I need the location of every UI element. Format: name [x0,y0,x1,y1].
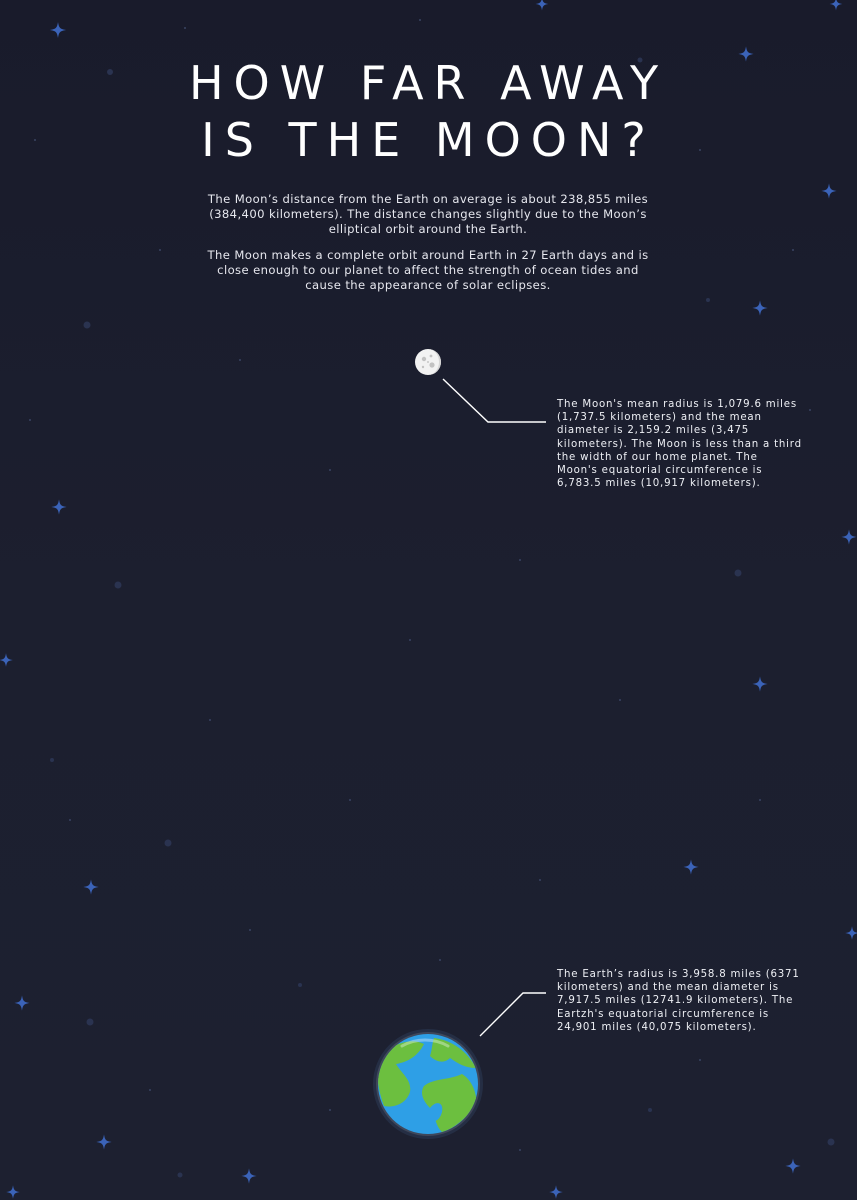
star-icon [821,183,836,198]
title-line-1: HOW FAR AWAY [188,56,669,110]
star-icon [0,653,13,667]
star-icon [241,1168,256,1183]
earth-icon [372,1028,484,1140]
star-icon [536,0,549,10]
star-icon [50,22,66,38]
earth-fact: The Earth’s radius is 3,958.8 miles (6371 kilometers) and the mean diameter is 7,917.5 miles (12741.9 kilometers). The Eartzh's equatorial circumference is 24,901 miles (40,075 kilometers). [557,969,800,1033]
star-icon [845,926,857,940]
star-icon [549,1185,563,1199]
star-icon [785,1158,800,1173]
moon-icon [414,348,442,376]
star-icon [683,859,698,874]
star-icon [14,995,29,1010]
star-icon [841,529,856,544]
star-icon [96,1134,111,1149]
star-icon [752,676,767,691]
intro-paragraph-2: The Moon makes a complete orbit around Earth in 27 Earth days and is close enough to our planet to affect the strength of ocean tides and cause the appearance of solar eclipses. [207,248,649,292]
star-icon [83,879,98,894]
star-icon [51,499,66,514]
star-icon [6,1185,20,1199]
star-icon [830,0,843,10]
intro-paragraph-1: The Moon’s distance from the Earth on average is about 238,855 miles (384,400 kilometers). The distance changes slightly due to the Moon’s elliptical orbit around the Earth. [207,192,649,236]
moon-fact: The Moon's mean radius is 1,079.6 miles (1,737.5 kilometers) and the mean diameter is 2,159.2 miles (3,475 kilometers). The Moon is less than a third the width of our home planet. The Moon's equatorial circumference is 6,783.5 miles (10,917 kilometers). [557,399,802,490]
title-line-2: IS THE MOON? [201,113,656,167]
star-icon [752,300,767,315]
